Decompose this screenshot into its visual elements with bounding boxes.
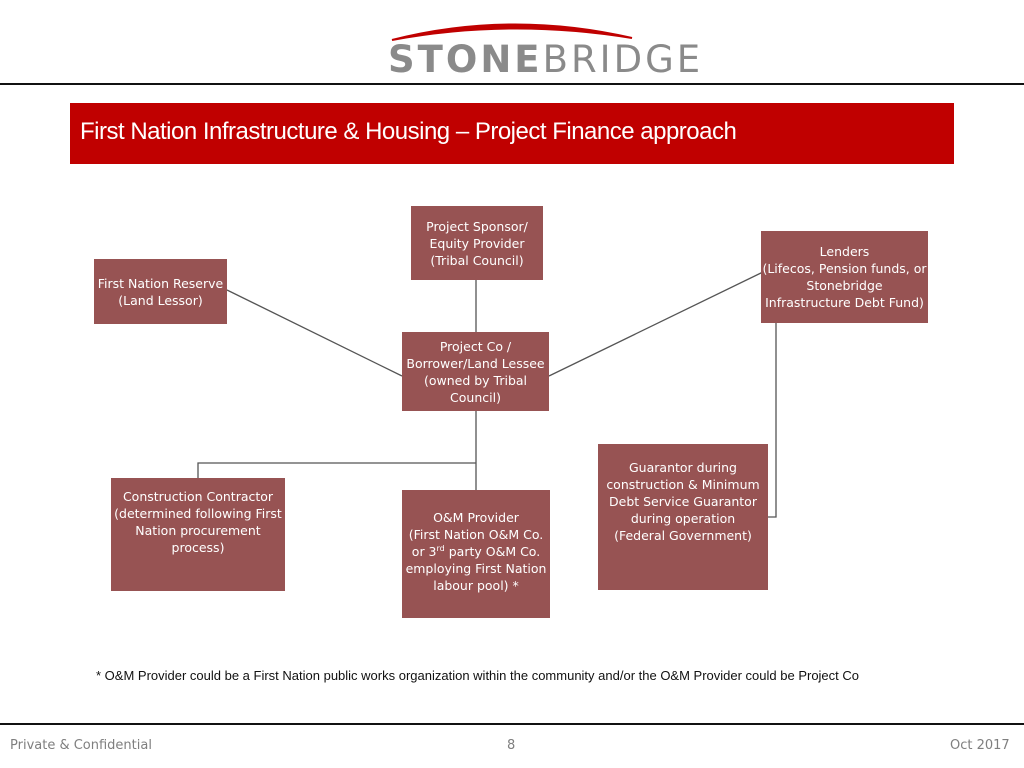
- slide-title: First Nation Infrastructure & Housing – Project Finance approach: [80, 118, 737, 145]
- node-label: Equity Provider: [429, 235, 525, 251]
- node-label: Project Co /: [439, 338, 512, 354]
- om-line3-sup: rd: [436, 543, 445, 553]
- node-label: Project Sponsor/: [426, 218, 528, 234]
- page-number: 8: [507, 738, 516, 753]
- node-label: (owned by Tribal: [423, 372, 528, 388]
- connector-lenders-guarantor: [768, 323, 776, 517]
- node-label: O&M Provider: [433, 509, 519, 525]
- node-project-sponsor: [411, 206, 543, 280]
- node-label: (determined following First: [114, 505, 282, 521]
- om-line3-pre: or 3: [411, 543, 437, 559]
- footer-divider: [0, 723, 1024, 725]
- node-label: First Nation Reserve: [97, 275, 224, 291]
- node-label: labour pool) *: [433, 577, 519, 593]
- node-label: employing First Nation: [405, 560, 547, 576]
- footer-date: Oct 2017: [950, 738, 1010, 753]
- node-lenders: [761, 231, 928, 323]
- om-line3-post: party O&M Co.: [444, 543, 541, 559]
- node-project-co: [402, 332, 549, 411]
- logo-light-part: BRIDGE: [542, 38, 704, 81]
- node-label: Debt Service Guarantor: [609, 493, 757, 509]
- node-label: Borrower/Land Lessee: [406, 355, 545, 371]
- node-om-provider: [402, 490, 550, 618]
- connector-reserve-projectco: [227, 290, 402, 376]
- logo-bold-part: STONE: [388, 38, 543, 81]
- node-label: Nation procurement: [135, 522, 261, 538]
- footer-confidential: Private & Confidential: [10, 738, 152, 753]
- node-label: Stonebridge: [806, 278, 883, 293]
- node-label: Lenders: [819, 244, 870, 259]
- node-label: (First Nation O&M Co.: [408, 526, 544, 542]
- node-label: Infrastructure Debt Fund): [765, 295, 924, 310]
- node-label: Council): [450, 389, 501, 405]
- node-label: (Federal Government): [614, 527, 752, 543]
- node-first-nation-reserve: [94, 259, 227, 324]
- connector-lenders-projectco: [549, 272, 763, 376]
- node-label: (Land Lessor): [118, 292, 203, 308]
- footnote: * O&M Provider could be a First Nation public works organization within the community and/or the O&M Provider could be Project Co: [96, 668, 860, 683]
- node-label: (Tribal Council): [430, 252, 524, 268]
- node-label: (Lifecos, Pension funds, or: [762, 261, 927, 276]
- node-construction-contractor: [111, 478, 285, 591]
- node-label: Guarantor during: [629, 459, 737, 475]
- node-label: [412, 543, 540, 560]
- node-guarantor: [598, 444, 768, 590]
- node-label: Construction Contractor: [122, 488, 274, 504]
- node-label: construction & Minimum: [606, 476, 760, 492]
- connector-projectco-contractor: [198, 463, 476, 478]
- node-label: process): [171, 539, 225, 555]
- node-label: during operation: [630, 510, 736, 526]
